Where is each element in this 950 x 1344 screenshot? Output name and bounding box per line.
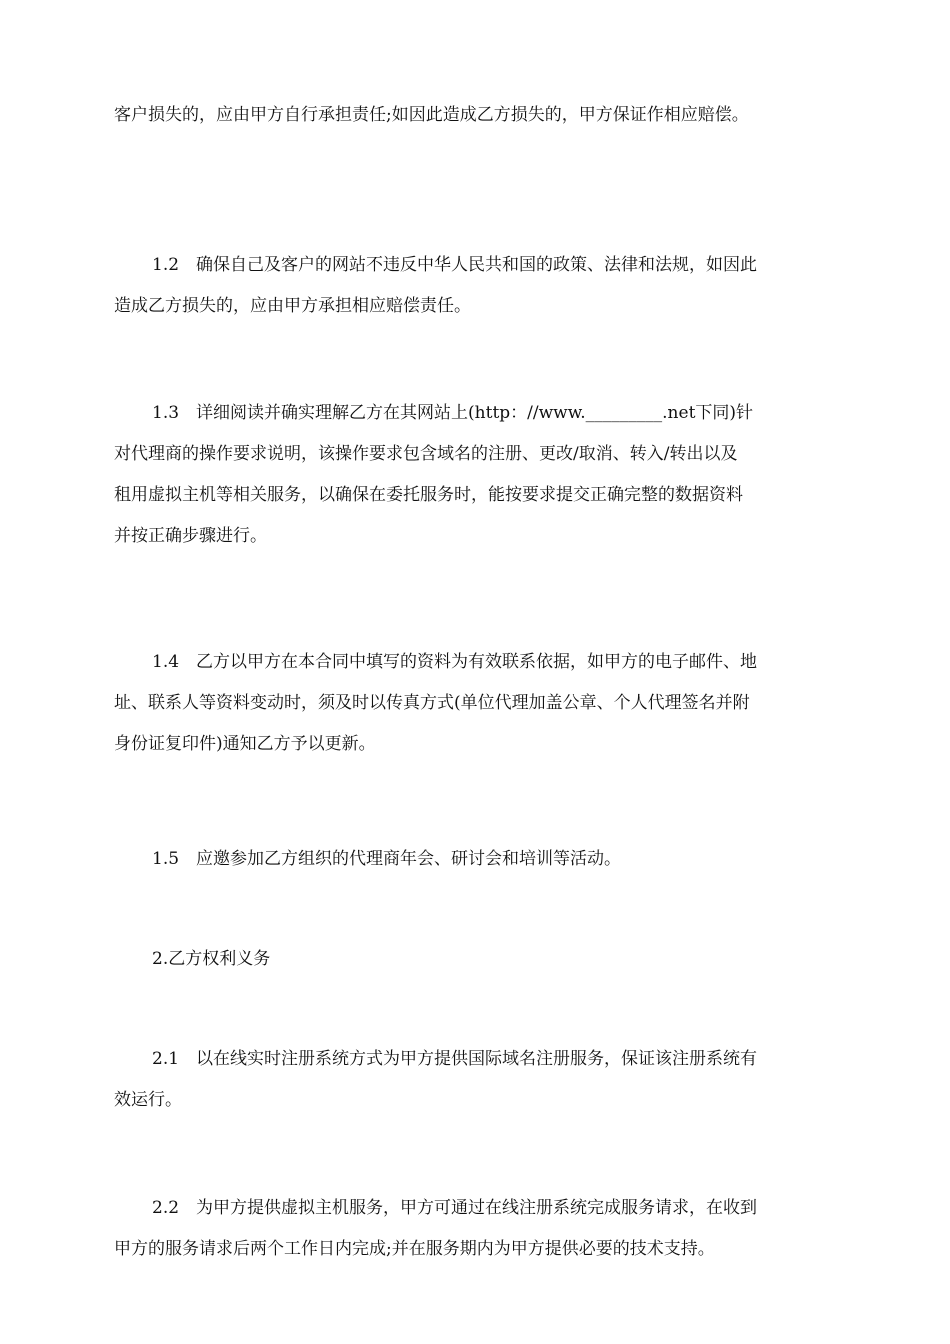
section-heading: 2.乙方权利义务 [152,949,271,969]
text-line: 址、联系人等资料变动时，须及时以传真方式(单位代理加盖公章、个人代理签名并附 [114,693,750,713]
text-line: 并按正确步骤进行。 [114,526,267,546]
paragraph-continuation [114,95,844,136]
text-line: 1.5 应邀参加乙方组织的代理商年会、研讨会和培训等活动。 [152,849,622,869]
text-line: 身份证复印件)通知乙方予以更新。 [114,734,376,754]
paragraph-2-2 [114,1188,844,1270]
paragraph-1-4 [114,642,844,765]
text-line: 客户损失的，应由甲方自行承担责任;如因此造成乙方损失的，甲方保证作相应赔偿。 [114,105,749,125]
paragraph-1-2 [114,245,844,327]
text-line: 2.1 以在线实时注册系统方式为甲方提供国际域名注册服务，保证该注册系统有 [152,1049,758,1069]
text-line: 1.4 乙方以甲方在本合同中填写的资料为有效联系依据，如甲方的电子邮件、地 [152,652,758,672]
paragraph-1-5 [114,839,844,880]
text-line: 对代理商的操作要求说明，该操作要求包含域名的注册、更改/取消、转入/转出以及 [114,444,738,464]
paragraph-1-3 [114,393,844,557]
text-line: 租用虚拟主机等相关服务，以确保在委托服务时，能按要求提交正确完整的数据资料 [114,485,743,505]
text-line: 2.2 为甲方提供虚拟主机服务，甲方可通过在线注册系统完成服务请求，在收到 [152,1198,758,1218]
text-line: 1.3 详细阅读并确实理解乙方在其网站上(http：//www._________.net下同)针 [152,403,754,423]
text-line: 造成乙方损失的，应由甲方承担相应赔偿责任。 [114,296,471,316]
paragraph-2-1 [114,1039,844,1121]
text-line: 效运行。 [114,1090,182,1110]
section-heading-party-b [114,939,844,980]
text-line: 1.2 确保自己及客户的网站不违反中华人民共和国的政策、法律和法规，如因此 [152,255,758,275]
text-line: 甲方的服务请求后两个工作日内完成;并在服务期内为甲方提供必要的技术支持。 [114,1239,715,1259]
